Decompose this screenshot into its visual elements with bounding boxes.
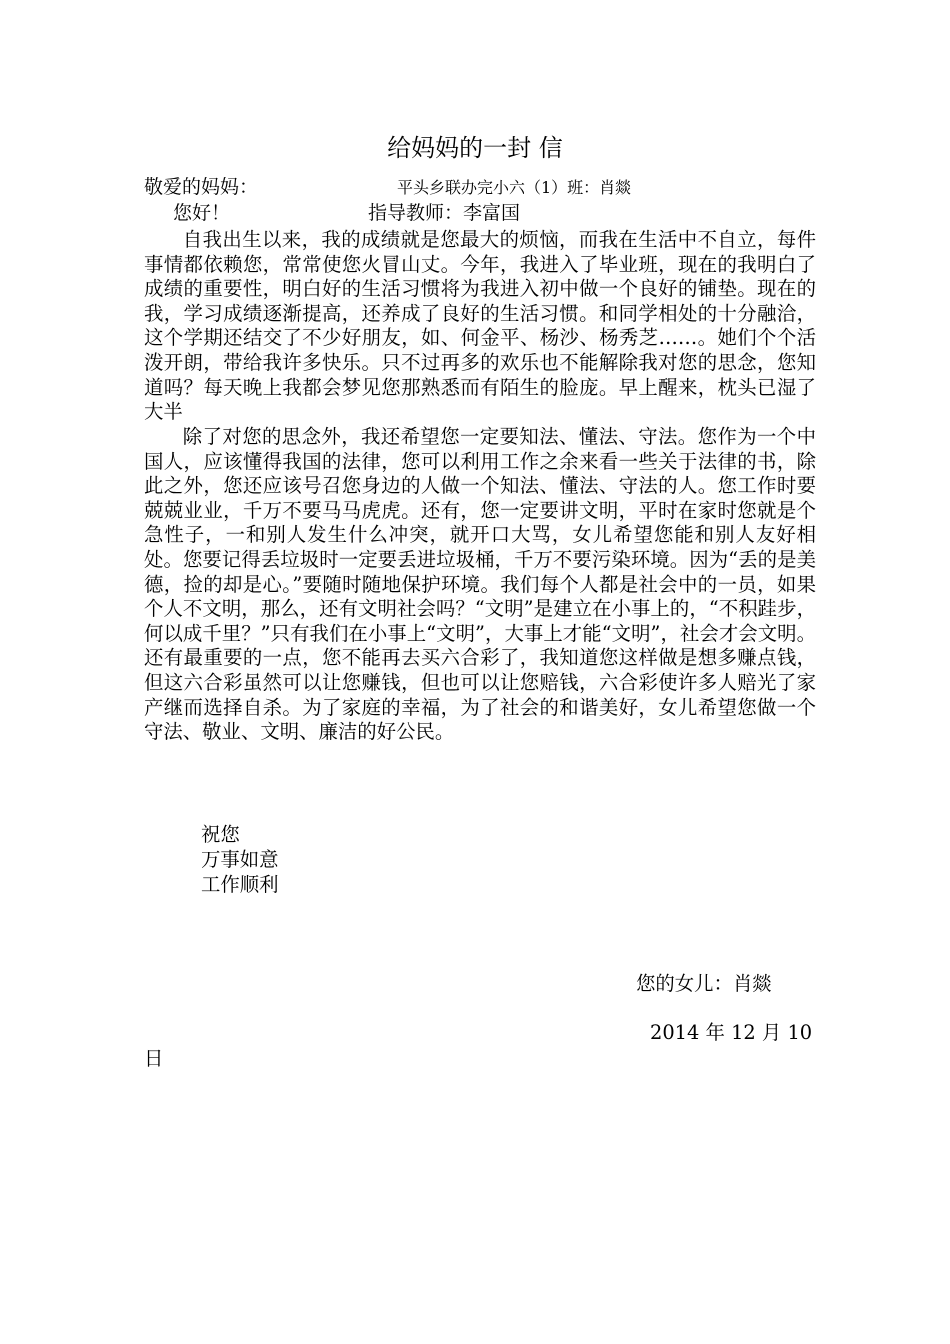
salutation: 敬爱的妈妈： bbox=[144, 176, 259, 198]
author-info: 平头乡联办完小六（1）班：肖燚 bbox=[397, 178, 632, 197]
date-day: 日 bbox=[144, 1047, 164, 1070]
teacher-info: 指导教师：李富国 bbox=[368, 202, 521, 224]
paragraph-1: 自我出生以来，我的成绩就是您最大的烦恼，而我在生活中不自立，每件事情都依赖您，常常使您火冒山丈。今年，我进入了毕业班，现在的我明白了成绩的重要性，明白好的生活习惯将为我进入初中做一个良好的铺垫。现在的我，学习成绩逐渐提高，还养成了良好的生活习惯。和同学相处的十分融洽，这个学期还结交了不少好朋友，如、何金平、杨沙、杨秀芝……。她们个个活泼开朗，带给我许多快乐。只不过再多的欢乐也不能解除我对您的思念，您知道吗？每天晚上我都会梦见您那熟悉而有陌生的脸庞。早上醒来，枕头已湿了大半 bbox=[144, 228, 816, 424]
paragraph-2: 除了对您的思念外，我还希望您一定要知法、懂法、守法。您作为一个中国人，应该懂得我国的法律，您可以利用工作之余来看一些关于法律的书，除此之外，您还应该号召您身边的人做一个知法、懂法、守法的人。您工作时要兢兢业业，千万不要马马虎虎。还有，您一定要讲文明，平时在家时您就是个急性子，一和别人发生什么冲突，就开口大骂，女儿希望您能和别人友好相处。您要记得丢垃圾时一定要丢进垃圾桶，千万不要污染环境。因为“丢的是美德，捡的却是心。”要随时随地保护环境。我们每个人都是社会中的一员，如果个人不文明，那么，还有文明社会吗？“文明”是建立在小事上的，“不积跬步，何以成千里？”只有我们在小事上“文明”，大事上才能“文明”，社会才会文明。还有最重要的一点，您不能再去买六合彩了，我知道您这样做是想多赚点钱，但这六合彩虽然可以让您赚钱，但也可以让您赔钱，六合彩使许多人赔光了家产继而选择自杀。为了家庭的幸福，为了社会的和谐美好，女儿希望您做一个守法、敬业、文明、廉洁的好公民。 bbox=[144, 425, 816, 744]
closing-line-1: 万事如意 bbox=[201, 848, 279, 871]
closing-wish: 祝您 bbox=[201, 823, 240, 846]
closing-line-2: 工作顺利 bbox=[201, 873, 279, 896]
date-line: 2014 年 12 月 10 bbox=[650, 1021, 813, 1044]
signature: 您的女儿：肖燚 bbox=[636, 972, 772, 995]
greeting: 您好！ bbox=[173, 202, 231, 224]
letter-title: 给妈妈的一封 信 bbox=[387, 134, 563, 162]
